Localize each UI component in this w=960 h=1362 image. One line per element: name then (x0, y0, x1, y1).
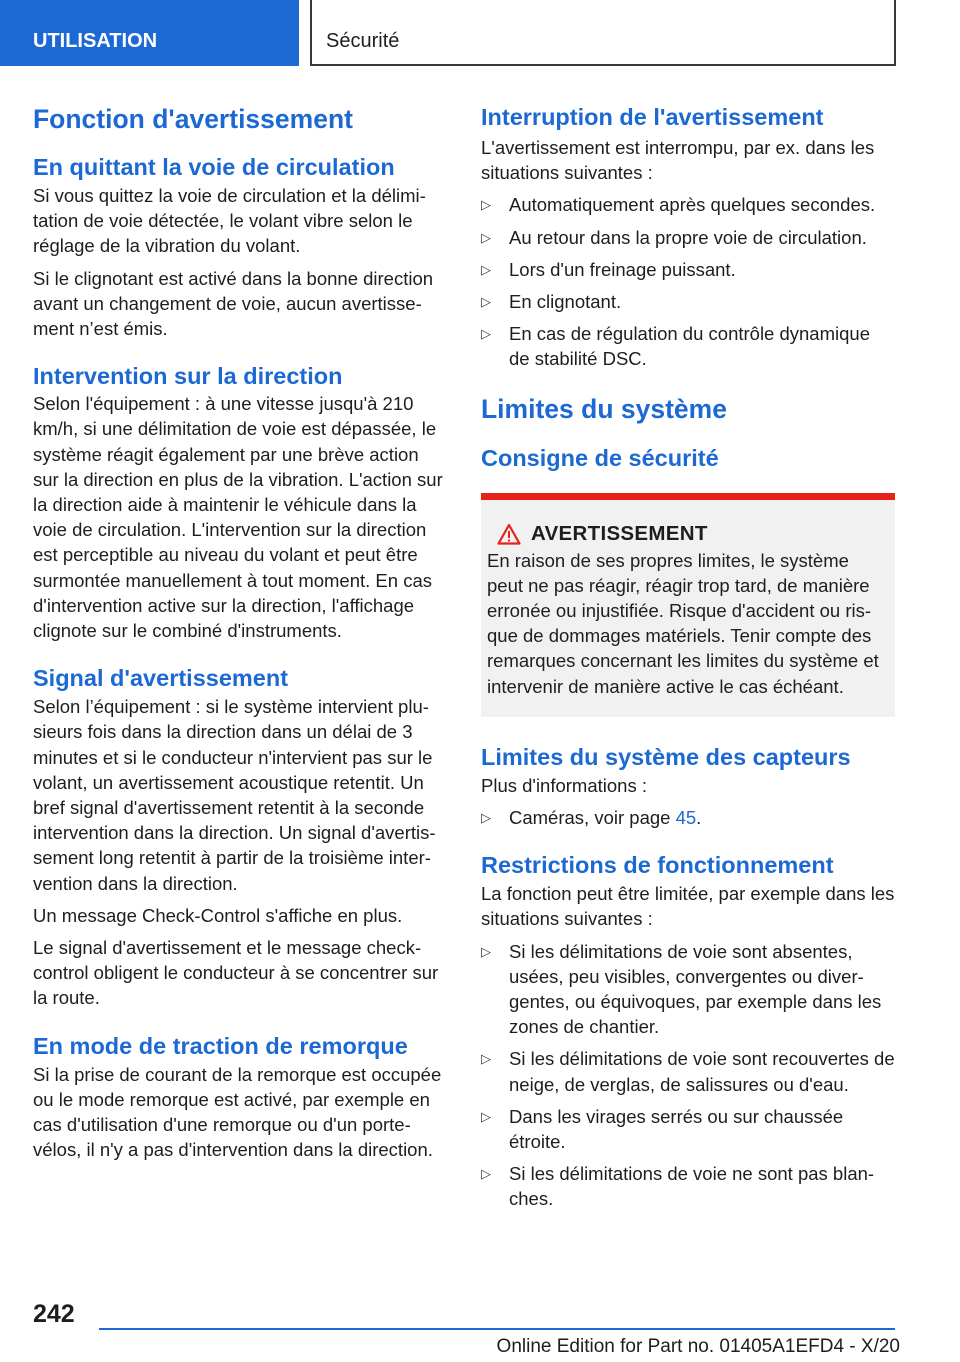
paragraph: Le signal d'avertissement et le message check-control obligent le conducteur à se concentrer sur la route. (33, 937, 439, 1009)
heading-trailer: En mode de traction de remorque (33, 1032, 408, 1059)
list-item: ▷ En clignotant. (481, 289, 895, 314)
list-item: ▷ Dans les virages serrés ou sur chaussée étroite. (481, 1105, 844, 1153)
warning-triangle-icon (497, 523, 521, 545)
triangle-bullet-icon: ▷ (481, 326, 491, 342)
left-column (33, 102, 449, 1163)
paragraph: Selon l'équipement : à une vitesse jusqu'à 210 km/h, si une délimitation de voie est dépassée, le système réagit également par une brève action sur la direction en plus de la vibration. L'action sur la direction aide à maintenir le véhicule dans la voie de circulation. L'intervention sur la direction est perceptible au niveau du volant et peut être surmontée manuellement à tout moment. En cas d'intervention active sur la direction, l'affichage clignote sur le combiné d'instruments. (33, 393, 443, 642)
paragraph: Si le clignotant est activé dans la bonne direction avant un changement de voie, aucun avertissement n’est émis. (33, 267, 434, 340)
warning-header (497, 522, 889, 546)
triangle-bullet-icon: ▷ (481, 810, 491, 826)
list-item: ▷ Au retour dans la propre voie de circulation. (481, 225, 895, 250)
header-section-label: UTILISATION (33, 30, 158, 52)
list-item: ▷ Automatiquement après quelques secondes. (481, 192, 895, 217)
triangle-bullet-icon: ▷ (481, 943, 491, 959)
warning-text: En raison de ses propres limites, le système peut ne pas réagir, réagir trop tard, de manière erronée ou injustifiée. Risque d'accident ou risque de dommages matériels. Tenir compte des remarques concernant les limites du système et intervenir de manière active le cas échéant. (487, 549, 879, 697)
triangle-bullet-icon: ▷ (481, 229, 491, 245)
heading-steering: Intervention sur la direction (33, 363, 343, 390)
page-link[interactable]: 45 (675, 807, 697, 829)
heading-interruption: Interruption de l'avertissement (481, 104, 824, 130)
triangle-bullet-icon: ▷ (481, 261, 491, 277)
right-column (481, 102, 895, 1212)
list-item: ▷ Lors d'un freinage puissant. (481, 257, 895, 282)
header-chapter-label: Sécurité (326, 30, 400, 52)
paragraph: Un message Check-Control s'affiche en plus. (33, 904, 403, 926)
warning-label: AVERTISSEMENT (531, 521, 708, 545)
list-item: ▷ Caméras, voir page 45. (481, 805, 895, 830)
warning-box (481, 493, 895, 717)
page-title: Fonction d'avertissement (33, 104, 353, 134)
list-item: ▷ Si les délimitations de voie sont absentes, usées, peu visibles, convergentes ou divergentes, ou équivoques, par exemple dans les zones de chantier. (481, 940, 882, 1038)
heading-safety: Consigne de sécurité (481, 444, 719, 471)
section-title-limits: Limites du système (481, 393, 727, 424)
triangle-bullet-icon: ▷ (481, 197, 491, 213)
list-interruption (481, 192, 895, 371)
list-restrictions (481, 939, 895, 1212)
heading-sensors: Limites du système des capteurs (481, 743, 851, 770)
paragraph: Plus d'informations : (481, 774, 647, 796)
triangle-bullet-icon: ▷ (481, 1166, 491, 1182)
paragraph: Selon l’équipement : si le système intervient plusieurs fois dans la direction dans un délai de 3 minutes et si le conducteur n'intervient pas sur le volant, un avertissement acoustique retentit. Un bref signal d'avertissement retentit à la seconde intervention dans la direction. Un signal d'avertissement long retentit à partir de la troisième intervention dans la direction. (33, 696, 436, 894)
page-number: 242 (33, 1300, 75, 1328)
list-item: ▷ En cas de régulation du contrôle dynamique de stabilité DSC. (481, 323, 870, 370)
triangle-bullet-icon: ▷ (481, 1051, 491, 1067)
paragraph: L'avertissement est interrompu, par ex. dans les situations suivantes : (481, 137, 875, 184)
paragraph: Si vous quittez la voie de circulation et la délimitation de voie détectée, le volant vibre selon le réglage de la vibration du volant. (33, 185, 426, 257)
triangle-bullet-icon: ▷ (481, 1108, 491, 1124)
triangle-bullet-icon: ▷ (481, 294, 491, 310)
list-sensors (481, 805, 895, 830)
header-section-tab (0, 0, 299, 66)
heading-leaving-lane: En quittant la voie de circulation (33, 154, 395, 180)
header-chapter-box (310, 0, 896, 66)
list-item: ▷ Si les délimitations de voie ne sont pas blanches. (481, 1163, 875, 1210)
heading-signal: Signal d'avertissement (33, 665, 289, 692)
footer-divider (99, 1328, 895, 1330)
footer-edition: Online Edition for Part no. 01405A1EFD4 - X/20 (496, 1336, 900, 1357)
paragraph: La fonction peut être limitée, par exemple dans les situations suivantes : (481, 883, 895, 930)
heading-restrictions: Restrictions de fonctionnement (481, 852, 834, 879)
list-item: ▷ Si les délimitations de voie sont recouvertes de neige, de verglas, de salissures ou d'eau. (481, 1048, 895, 1095)
paragraph: Si la prise de courant de la remorque est occupée ou le mode remorque est activé, par exemple en cas d'utilisation d'une remorque ou d'un porte-vélos, il n'y a pas d'intervention dans la direction. (33, 1063, 442, 1161)
